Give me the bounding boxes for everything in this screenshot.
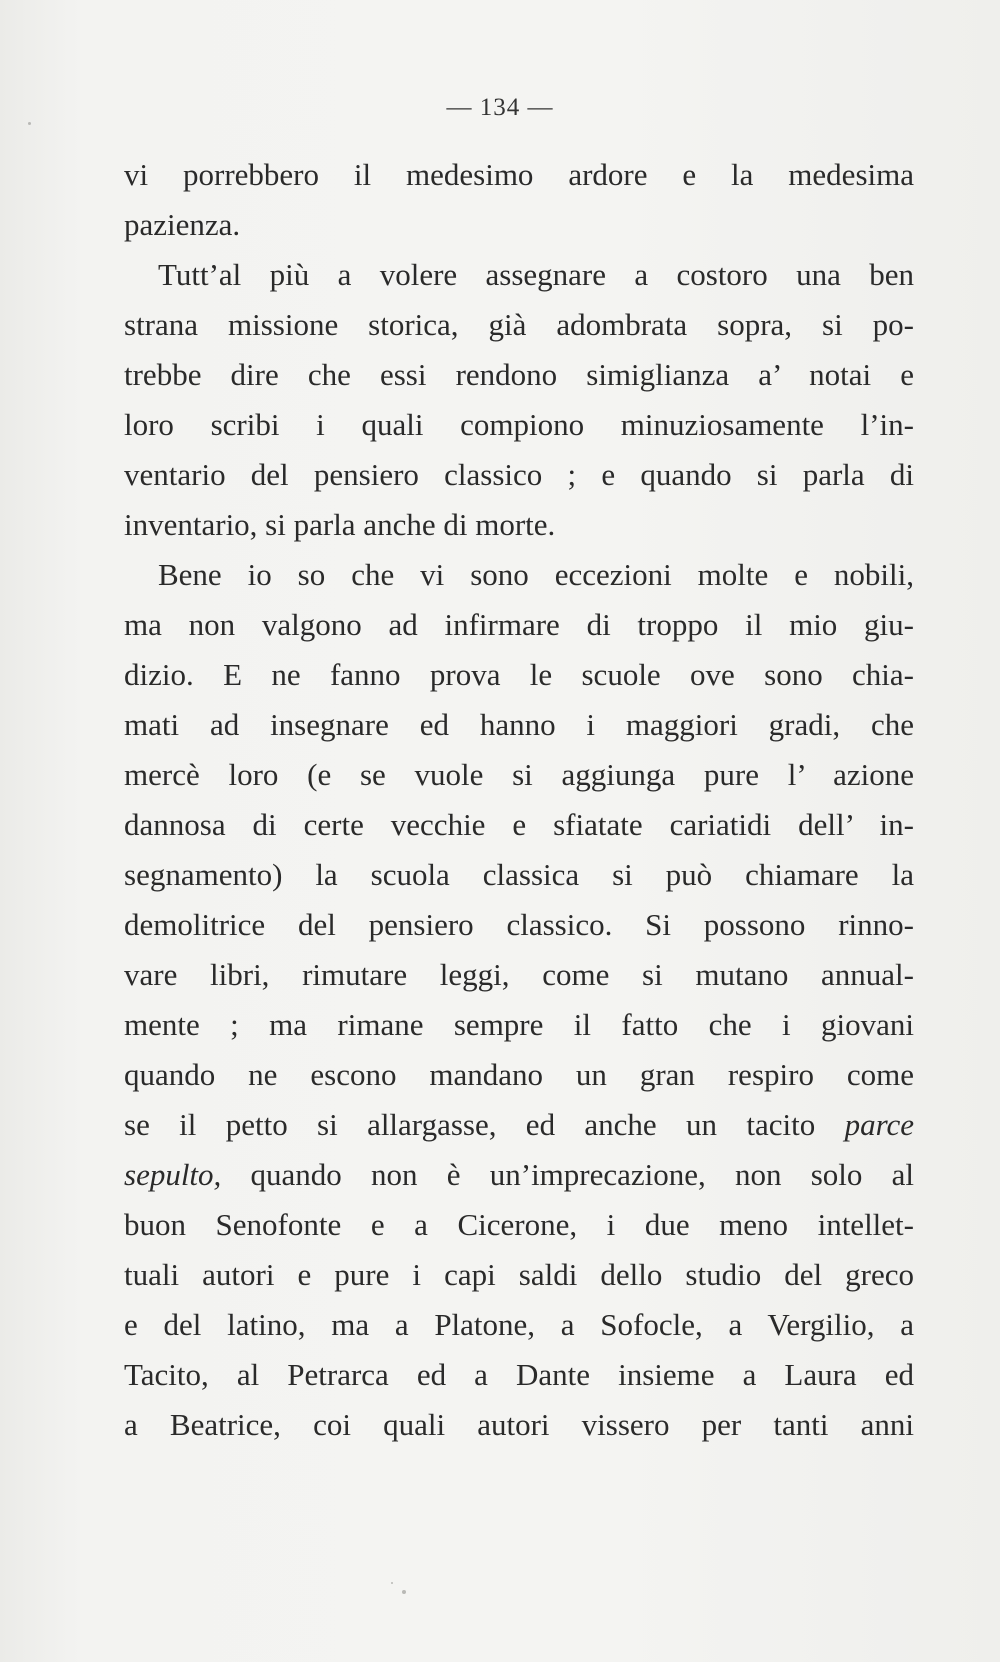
text-line: Bene io so che vi sono eccezioni molte e nobili, — [158, 557, 914, 592]
text-line: quando ne escono mandano un gran respiro come — [124, 1057, 914, 1092]
text-line: tuali autori e pure i capi saldi dello studio del greco — [124, 1257, 914, 1292]
text-segment: se il petto si allargasse, ed anche un tacito — [124, 1107, 816, 1142]
text-line: buon Senofonte e a Cicerone, i due meno intellet- — [124, 1207, 914, 1242]
text-line: ma non valgono ad infirmare di troppo il mio giu- — [124, 607, 914, 642]
text-line: pazienza. — [124, 207, 241, 242]
text-line: ventario del pensiero classico ; e quando si parla di — [124, 457, 914, 492]
text-line: mente ; ma rimane sempre il fatto che i giovani — [124, 1007, 914, 1042]
text-line: strana missione storica, già adombrata sopra, si po- — [124, 307, 914, 342]
paragraph-3 — [124, 550, 914, 1450]
text-line: mati ad insegnare ed hanno i maggiori gradi, che — [124, 707, 914, 742]
text-line: inventario, si parla anche di morte. — [124, 507, 556, 542]
text-line: loro scribi i quali compiono minuziosamente l’in- — [124, 407, 914, 442]
text-line: dannosa di certe vecchie e sfiatate cariatidi dell’ in- — [124, 807, 914, 842]
text-line: dizio. E ne fanno prova le scuole ove sono chia- — [124, 657, 914, 692]
body-text — [124, 150, 914, 1450]
paragraph-1 — [124, 150, 914, 250]
paper-speck — [391, 1582, 393, 1584]
page-number: — 134 — — [446, 94, 554, 121]
text-line: a Beatrice, coi quali autori vissero per tanti anni — [124, 1407, 914, 1442]
paragraph-2 — [124, 250, 914, 550]
text-line: Tutt’al più a volere assegnare a costoro una ben — [158, 257, 914, 292]
text-line: e del latino, ma a Platone, a Sofocle, a Vergilio, a — [124, 1307, 914, 1342]
italic-phrase: parce — [844, 1107, 914, 1142]
text-segment: quando non è un’imprecazione, non solo al — [250, 1157, 914, 1192]
text-line: vi porrebbero il medesimo ardore e la medesima — [124, 157, 914, 192]
text-line: vare libri, rimutare leggi, come si mutano annual- — [124, 957, 914, 992]
text-line: Tacito, al Petrarca ed a Dante insieme a Laura ed — [124, 1357, 914, 1392]
italic-phrase: sepulto, — [124, 1157, 222, 1192]
text-line: trebbe dire che essi rendono simiglianza a’ notai e — [124, 357, 914, 392]
paper-speck — [402, 1590, 406, 1594]
text-line — [124, 1100, 914, 1150]
text-line: segnamento) la scuola classica si può chiamare la — [124, 857, 914, 892]
text-line — [124, 1150, 914, 1200]
text-line: demolitrice del pensiero classico. Si possono rinno- — [124, 907, 914, 942]
text-line: mercè loro (e se vuole si aggiunga pure l’ azione — [124, 757, 914, 792]
paper-speck — [28, 122, 31, 125]
